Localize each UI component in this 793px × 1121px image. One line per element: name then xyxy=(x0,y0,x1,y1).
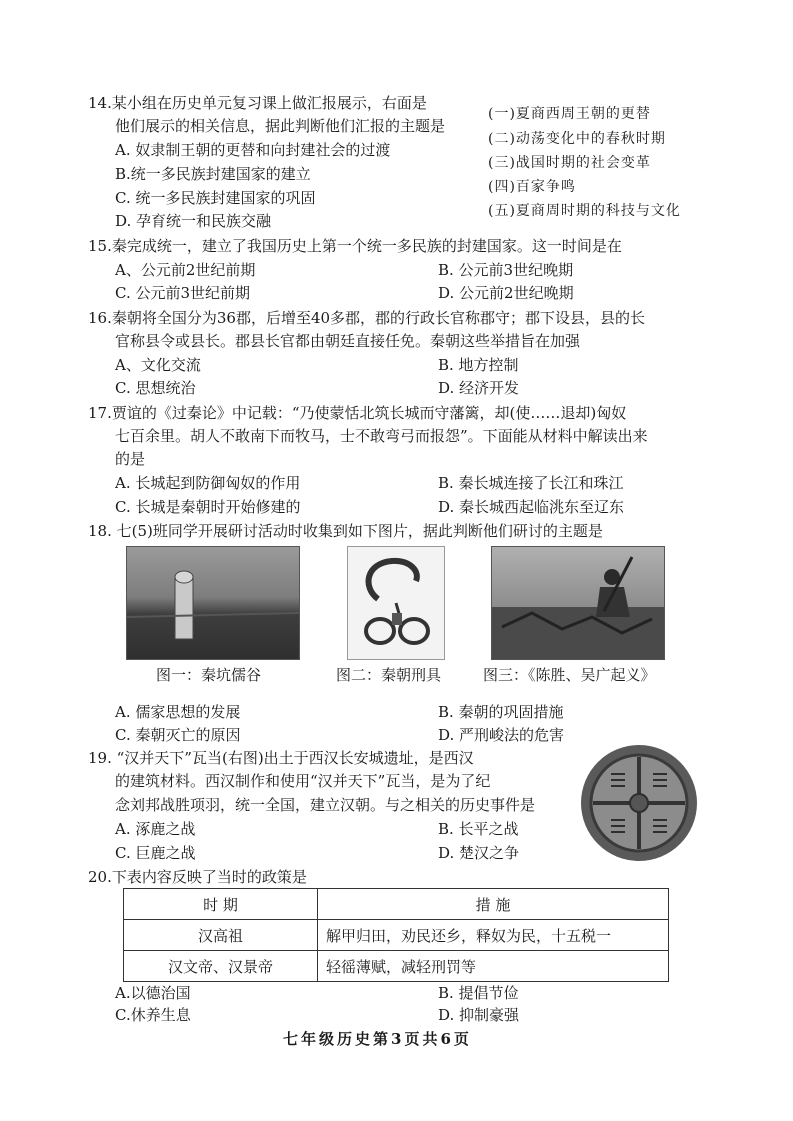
q16-option-b: B. 地方控制 xyxy=(438,356,519,374)
q14-stem-line1: 14.某小组在历史单元复习课上做汇报展示，右面是 xyxy=(88,94,427,112)
q14-side-item-4: (四)百家争鸣 xyxy=(488,179,576,195)
q15-option-d: D. 公元前2世纪晚期 xyxy=(438,284,574,302)
q19-option-d: D. 楚汉之争 xyxy=(438,844,520,862)
q17-option-a: A. 长城起到防御匈奴的作用 xyxy=(115,474,301,492)
q14-option-d: D. 孕育统一和民族交融 xyxy=(115,212,272,230)
table-cell-measures: 轻徭薄赋，减轻刑罚等 xyxy=(318,951,669,982)
page-footer: 七年级历史第3页共6页 xyxy=(283,1030,472,1048)
q17-option-d: D. 秦长城西起临洮东至辽东 xyxy=(438,498,625,516)
q18-option-c: C. 秦朝灭亡的原因 xyxy=(115,726,241,744)
q14-side-item-3: (三)战国时期的社会变革 xyxy=(488,155,651,171)
q15-option-c: C. 公元前3世纪前期 xyxy=(115,284,251,302)
q18-option-d: D. 严刑峻法的危害 xyxy=(438,726,565,744)
table-header-row xyxy=(124,889,669,920)
stone-tablet-icon xyxy=(127,547,299,659)
table-row xyxy=(124,951,669,982)
q20-option-a: A.以德治国 xyxy=(115,984,191,1002)
q17-option-b: B. 秦长城连接了长江和珠江 xyxy=(438,474,624,492)
uprising-painting-icon xyxy=(492,547,664,659)
q20-policy-table xyxy=(123,888,669,982)
table-row xyxy=(124,920,669,951)
table-cell-period: 汉高祖 xyxy=(124,920,318,951)
q14-side-item-1: (一)夏商西周王朝的更替 xyxy=(488,106,651,122)
q14-stem-line2: 他们展示的相关信息，据此判断他们汇报的主题是 xyxy=(115,117,446,135)
q19-stem-line2: 的建筑材料。西汉制作和使用“汉并天下”瓦当，是为了纪 xyxy=(115,772,491,790)
q15-stem: 15.秦完成统一，建立了我国历史上第一个统一多民族的封建国家。这一时间是在 xyxy=(88,237,622,255)
q18-figure-2-image xyxy=(347,546,445,660)
q18-figure-3-image xyxy=(491,546,665,660)
q15-option-b: B. 公元前3世纪晚期 xyxy=(438,261,574,279)
q19-stem-line1: 19. “汉并天下”瓦当(右图)出土于西汉长安城遗址，是西汉 xyxy=(88,749,474,767)
q18-caption-1: 图一：秦坑儒谷 xyxy=(156,666,262,684)
shackles-icon xyxy=(348,547,444,659)
q19-option-c: C. 巨鹿之战 xyxy=(115,844,196,862)
q19-option-a: A. 涿鹿之战 xyxy=(115,820,196,838)
table-header-period: 时 期 xyxy=(124,889,318,920)
q14-option-a: A. 奴隶制王朝的更替和向封建社会的过渡 xyxy=(115,141,391,159)
q14-side-item-2: (二)动荡变化中的春秋时期 xyxy=(488,131,666,147)
q16-stem-line1: 16.秦朝将全国分为36郡，后增至40多郡，郡的行政长官称郡守；郡下设县，县的长 xyxy=(88,309,646,327)
q19-stem-line3: 念刘邦战胜项羽，统一全国，建立汉朝。与之相关的历史事件是 xyxy=(115,796,536,814)
q20-option-d: D. 抑制豪强 xyxy=(438,1006,520,1024)
q17-option-c: C. 长城是秦朝时开始修建的 xyxy=(115,498,301,516)
q16-option-c: C. 思想统治 xyxy=(115,379,196,397)
q18-stem: 18. 七(5)班同学开展研讨活动时收集到如下图片，据此判断他们研讨的主题是 xyxy=(88,522,603,540)
roof-tile-end-image xyxy=(578,742,700,864)
q16-option-a: A、文化交流 xyxy=(115,356,201,374)
q16-stem-line2: 官称县令或县长。郡县长官都由朝廷直接任免。秦朝这些举措旨在加强 xyxy=(115,332,581,350)
q18-caption-3: 图三：《陈胜、吴广起义》 xyxy=(483,666,656,684)
q17-stem-line3: 的是 xyxy=(115,450,146,468)
q18-figure-1-image xyxy=(126,546,300,660)
q18-caption-2: 图二：秦朝刑具 xyxy=(336,666,442,684)
q14-option-b: B.统一多民族封建国家的建立 xyxy=(115,165,311,183)
q15-option-a: A、公元前2世纪前期 xyxy=(115,261,256,279)
q18-option-a: A. 儒家思想的发展 xyxy=(115,703,241,721)
q17-stem-line1: 17.贾谊的《过秦论》中记载：“乃使蒙恬北筑长城而守藩篱，却(使……退却)匈奴 xyxy=(88,404,627,422)
table-cell-period: 汉文帝、汉景帝 xyxy=(124,951,318,982)
q20-stem: 20.下表内容反映了当时的政策是 xyxy=(88,868,307,886)
q20-option-b: B. 提倡节俭 xyxy=(438,984,519,1002)
table-cell-measures: 解甲归田，劝民还乡，释奴为民，十五税一 xyxy=(318,920,669,951)
q18-option-b: B. 秦朝的巩固措施 xyxy=(438,703,564,721)
q14-option-c: C. 统一多民族封建国家的巩固 xyxy=(115,189,316,207)
q17-stem-line2: 七百余里。胡人不敢南下而牧马，士不敢弯弓而报怨”。下面能从材料中解读出来 xyxy=(115,427,648,445)
q16-option-d: D. 经济开发 xyxy=(438,379,520,397)
table-header-measures: 措 施 xyxy=(318,889,669,920)
q20-option-c: C.休养生息 xyxy=(115,1006,191,1024)
q19-option-b: B. 长平之战 xyxy=(438,820,519,838)
q14-side-item-5: (五)夏商周时期的科技与文化 xyxy=(488,203,681,219)
